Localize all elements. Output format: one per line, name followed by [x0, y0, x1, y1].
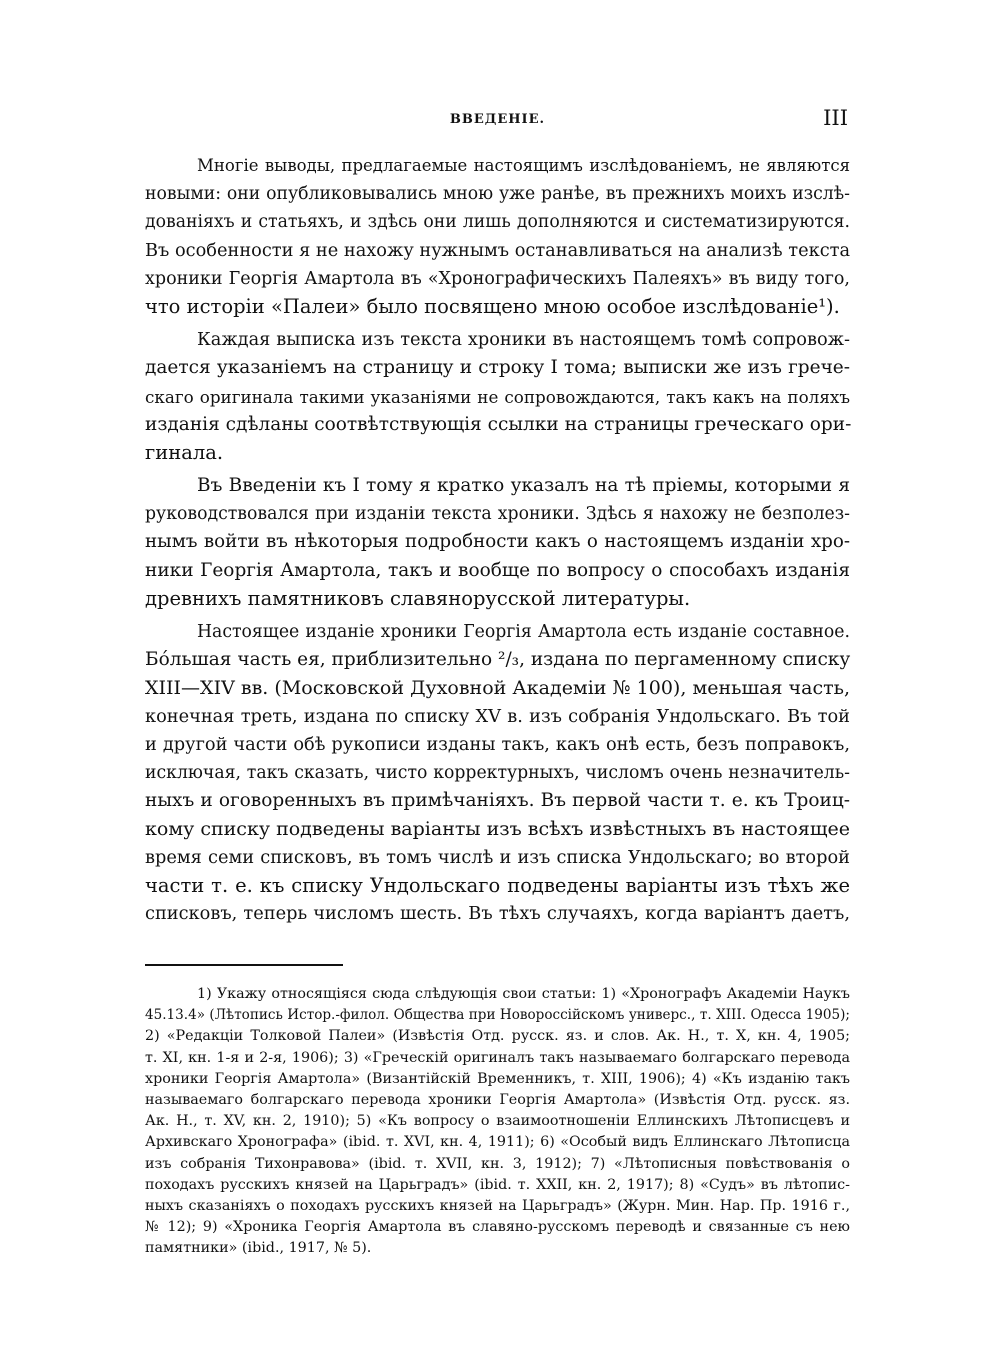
footnote-line: 1) Укажу относящіяся сюда слѣдующія свои статьи: 1) «Хронографъ Академіи Наукъ: [197, 986, 850, 1002]
text-line: конечная треть, издана по списку XV в. изъ собранія Ундольскаго. Въ той: [145, 706, 850, 727]
body-text: [145, 152, 850, 928]
footnote-line: памятники» (ibid., 1917, № 5).: [145, 1240, 372, 1257]
footnotes: [145, 984, 850, 1259]
text-line: скаго оригинала такими указаніями не сопровождаются, такъ какъ на поляхъ: [145, 386, 850, 407]
footnote-line: Ак. Н., т. XV, кн. 2, 1910); 5) «Къ вопросу о взаимоотношеніи Еллинскихъ Лѣтописцевъ и: [145, 1113, 850, 1130]
text-line: дается указаніемъ на страницу и строку I тома; выписки же изъ грече-: [145, 357, 850, 379]
text-line: ники Георгія Амартола, такъ и вообще по вопросу о способахъ изданія: [145, 559, 850, 581]
text-line: Каждая выписка изъ текста хроники въ настоящемъ томѣ сопровож-: [197, 330, 850, 351]
text-line: что исторіи «Палеи» было посвящено мною особое изслѣдованіе¹).: [145, 294, 840, 318]
footnote-line: 2) «Редакціи Толковой Палеи» (Извѣстія Отд. русск. яз. и слов. Ак. Н., т. X, кн. 4, 1905;: [145, 1028, 850, 1045]
text-line: исключая, такъ сказать, чисто корректурныхъ, числомъ очень незначитель-: [145, 762, 850, 783]
footnote-line: изъ собранія Тихонравова» (ibid. т. XVII, кн. 3, 1912); 7) «Лѣтописныя повѣствованія о: [145, 1155, 850, 1172]
text-line: списковъ, теперь числомъ шесть. Въ тѣхъ случаяхъ, когда варіантъ даетъ,: [145, 903, 850, 924]
text-line: древнихъ памятниковъ славянорусской литературы.: [145, 586, 691, 610]
text-line: дованіяхъ и статьяхъ, и здѣсь они лишь дополняются и систематизируются.: [145, 212, 850, 233]
footnote-line: ныхъ сказаніяхъ о походахъ русскихъ князей на Царьградъ» (Журн. Мин. Нар. Пр. 1916 г.,: [145, 1197, 850, 1214]
text-line: изданія сдѣланы соотвѣтствующія ссылки на страницы греческаго ори-: [145, 413, 852, 435]
running-title: ВВЕДЕНІЕ.: [449, 112, 546, 127]
footnote-line: хроники Георгія Амартола» (Византійскій Временникъ, т. XIII, 1906); 4) «Къ изданію такъ: [145, 1070, 850, 1087]
text-line: части т. е. къ списку Ундольскаго подведены варіанты изъ тѣхъ же: [145, 873, 850, 897]
text-line: Бóльшая часть ея, приблизительно ²/₃, издана по пергаменному списку: [145, 649, 851, 671]
text-line: время семи списковъ, въ томъ числѣ и изъ списка Ундольскаго; во второй: [145, 847, 850, 868]
footnote-line: т. XI, кн. 1-я и 2-я, 1906); 3) «Греческій оригиналъ такъ называемаго болгарскаго перевода: [145, 1049, 850, 1066]
text-line: Многіе выводы, предлагаемые настоящимъ изслѣдованіемъ, не являются: [197, 156, 850, 175]
page-number: III: [823, 106, 848, 130]
footnote-line: Архивскаго Хронографа» (ibid. т. XVI, кн. 4, 1911); 6) «Особый видъ Еллинскаго Лѣтописца: [145, 1134, 850, 1151]
text-line: XIII—XIV вв. (Московской Духовной Академіи № 100), меньшая часть,: [145, 677, 850, 700]
text-line: Настоящее изданіе хроники Георгія Амартола есть изданіе составное.: [197, 622, 850, 642]
footnote-line: № 12); 9) «Хроника Георгія Амартола въ славяно-русскомъ переводѣ и связанные съ нею: [145, 1219, 850, 1236]
text-line: хроники Георгія Амартола въ «Хронографическихъ Палеяхъ» въ виду того,: [145, 268, 850, 289]
text-line: Въ особенности я не нахожу нужнымъ останавливаться на анализѣ текста: [145, 240, 851, 261]
footnote-line: называемаго болгарскаго перевода хроники Георгія Амартола» (Извѣстія Отд. русск. яз.: [145, 1091, 850, 1108]
footnote-divider: [145, 964, 343, 966]
running-head: [145, 106, 850, 136]
footnote-line: 45.13.4» (Лѣтопись Истор.-филол. Общества при Новороссійскомъ универс., т. XIII. Одесса 1905);: [145, 1007, 850, 1024]
text-line: новыми: они опубликовывались мною уже ранѣе, въ прежнихъ моихъ изслѣ-: [145, 184, 850, 205]
footnote-line: походахъ русскихъ князей на Царьградъ» (ibid. т. XXII, кн. 2, 1917); 8) «Судъ» въ лѣтопис-: [145, 1176, 850, 1193]
text-line: и другой части обѣ рукописи изданы такъ, какъ онѣ есть, безъ поправокъ,: [145, 734, 850, 755]
text-line: кому списку подведены варіанты изъ всѣхъ извѣстныхъ въ настоящее: [145, 818, 850, 841]
text-line: руководствовался при изданіи текста хроники. Здѣсь я нахожу не безполез-: [145, 504, 850, 525]
text-line: нымъ войти въ нѣкоторыя подробности какъ о настоящемъ изданіи хро-: [145, 531, 850, 553]
text-line: гинала.: [145, 440, 224, 464]
text-line: ныхъ и оговоренныхъ въ примѣчаніяхъ. Въ первой части т. е. къ Троиц-: [145, 790, 850, 812]
text-line: Въ Введеніи къ I тому я кратко указалъ на тѣ пріемы, которыми я: [197, 475, 850, 497]
